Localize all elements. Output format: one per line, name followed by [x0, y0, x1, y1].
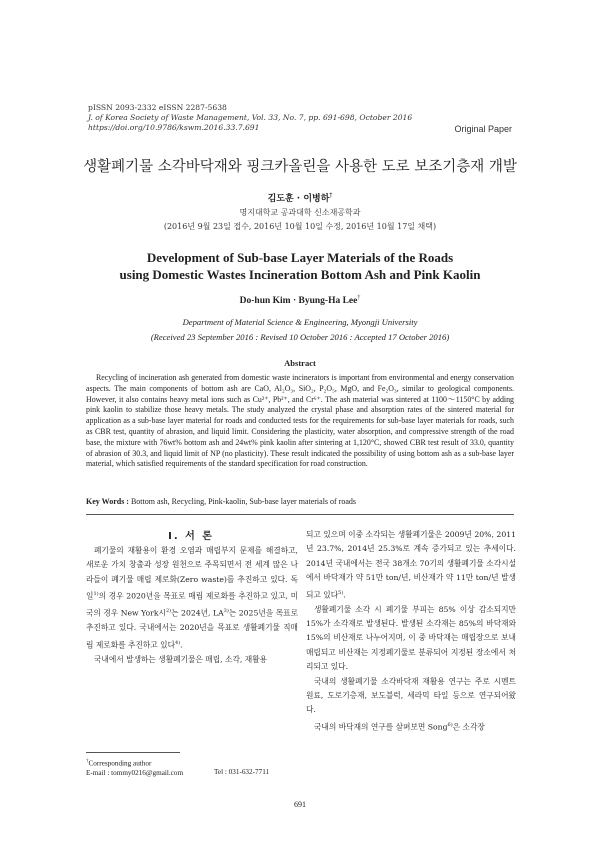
right-paragraph-2: 생활폐기물 소각 시 폐기물 부피는 85% 이상 감소되지만 15%가 소각재로 발생된다. 발생된 소각재는 85%의 바닥재와 15%의 비산재로 나누어지며, 이 중 바닥재는 매립장으로 보내 매립되고 비산재는 지정폐기물로 분류되어 지정된 장소에서 처리되고 있다. — [306, 604, 516, 672]
footnote-divider — [86, 752, 180, 753]
journal-citation: J. of Korea Society of Waste Management, Vol. 33, No. 7, pp. 691-698, October 2016 — [88, 113, 413, 123]
korean-authors — [0, 191, 600, 204]
text-span: 는 2024년, LA — [171, 608, 224, 618]
keywords-label: Key Words : — [86, 497, 129, 506]
reference-2: 2) — [165, 608, 172, 615]
english-title — [0, 249, 600, 283]
footnote-mark: † — [86, 759, 89, 764]
reference-4: 4) — [175, 639, 181, 646]
english-title-line-1: Development of Sub-base Layer Materials of the Roads — [146, 250, 454, 265]
text-span: 는 2025년을 목표로 추진하고 있다. 국내에서는 2020년을 목표로 생활폐기물 직매립 제로화를 추진하고 있다 — [86, 608, 298, 650]
reference-3: 3) — [223, 608, 229, 615]
korean-affiliation: 명지대학교 공과대학 신소재공학과 — [239, 208, 361, 217]
doi-link[interactable]: https://doi.org/10.9786/kswm.2016.33.7.691 — [88, 123, 260, 133]
footnote-tel: Tel : 031-632-7711 — [214, 768, 270, 776]
text-span: 되고 있으며 이중 소각되는 생활폐기물은 2009년 20%, 2011년 23.7%, 2014년 25.3%로 계속 증가되고 있는 추세이다. 2014년 국내에서는 전국 38개소 70기의 생활폐기물 소각시설에서 바닥재가 약 51만 ton/년, 비산재가 약 11만 ton/년 발생되고 있다 — [306, 530, 516, 600]
text-span: . — [180, 640, 183, 650]
right-paragraph-3: 국내의 생활폐기물 소각바닥재 재활용 연구는 주로 시멘트 원료, 도로기층재, 보도블럭, 세라믹 타일 등으로 연구되어왔다. — [306, 676, 516, 715]
text-span: 의 경우 2020년을 목표로 매립 제로화를 추진하고 있고, 미국의 경우 New York시 — [86, 591, 298, 618]
english-title-line-2: using Domestic Wastes Incineration Bottom Ash and Pink Kaolin — [119, 267, 481, 282]
english-affiliation: Department of Material Science & Engineering, Myongji University — [182, 317, 418, 327]
text-span: 국내의 바닥재의 연구를 살펴보면 Song — [314, 722, 448, 732]
text-span: 폐기물의 재활용이 환경 오염과 매립부지 문제를 해결하고, 새로운 가치 창출과 성장 원천으로 주목되면서 전 세계 많은 나라들이 폐기물 매립 제로화(Zero waste)를 추진하고 있다. 독일 — [86, 546, 298, 601]
korean-title: 생활폐기물 소각바닥재와 핑크카올린을 사용한 도로 보조기층재 개발 — [83, 159, 517, 175]
keywords — [86, 497, 516, 506]
korean-dates: (2016년 9월 23일 접수, 2016년 10월 10일 수정, 2016년 10월 17일 채택) — [163, 222, 437, 231]
page-number: 691 — [294, 800, 306, 809]
english-author-names: Do-hun Kim · Byung-Ha Lee — [239, 296, 358, 307]
body-column-right — [306, 528, 516, 735]
abstract-heading: Abstract — [284, 358, 316, 368]
right-paragraph-4 — [306, 718, 516, 735]
text-span: 은 소각장 — [452, 722, 485, 732]
english-authors — [0, 295, 600, 306]
left-paragraph-2: 국내에서 발생하는 생활폐기물은 매립, 소각, 재활용 — [94, 654, 268, 664]
reference-1: 1) — [93, 591, 99, 598]
paper-type-label: Original Paper — [454, 124, 512, 134]
footnote-label: Corresponding author — [88, 759, 152, 768]
korean-author-names: 김도훈 · 이병하 — [267, 194, 330, 204]
section-divider — [86, 514, 514, 515]
reference-5: 5) — [338, 589, 344, 596]
keywords-text: Bottom ash, Recycling, Pink-kaolin, Sub-base layer materials of roads — [130, 497, 357, 506]
right-paragraph-1 — [306, 528, 516, 603]
issn-line: pISSN 2093-2332 eISSN 2287-5638 — [88, 103, 227, 112]
journal-header — [88, 103, 412, 134]
english-dates: (Received 23 September 2016 : Revised 10 October 2016 : Accepted 17 October 2016) — [150, 332, 450, 342]
text-span: . — [343, 590, 346, 600]
left-paragraph-1 — [86, 544, 298, 653]
abstract-text: Recycling of incineration ash generated from domestic waste incinerators is important from environmental and energy conservation aspects. The main components of bottom ash are CaO, Al₂O₃, SiO₂, P₂O₅, MgO, and Fe₂O₃, similar to geological components. However, it also contains heavy metal ions such as Cu²⁺, Pb²⁺, and Cr⁶⁺. The ash material was sintered at 1100～1150°C by adding pink kaolin to stabilize those heavy metals. The study analyzed the crystal phase and absorption rates of the sintered material for application as a sub-base layer material for roads and conducted tests for the requirements for sub-base layer materials for roads, such as CBR test, quantity of abrasion, and liquid limit. Considering the plasticity, water absorption, and compressive strength of the road base, the mixture with 76wt% bottom ash and 24wt% pink kaolin after sintering at 1,120°C, showed CBR test result of 33.0, quantity of abrasion of 30.3, and liquid limit of NP (no plasticity). These result indicated the possibility of using bottom ash as a sub-base layer material, which satisfied requirements of the standard specification for road construction. — [86, 373, 514, 469]
english-corresponding-mark: † — [357, 295, 361, 301]
body-column-left — [86, 544, 298, 667]
korean-corresponding-mark: † — [329, 192, 333, 199]
reference-6: 6) — [447, 721, 453, 728]
footnote — [86, 757, 298, 778]
footnote-email[interactable]: E-mail : tommy0216@gmail.com — [86, 769, 184, 778]
section-title-introduction: I. 서 론 — [168, 531, 214, 542]
